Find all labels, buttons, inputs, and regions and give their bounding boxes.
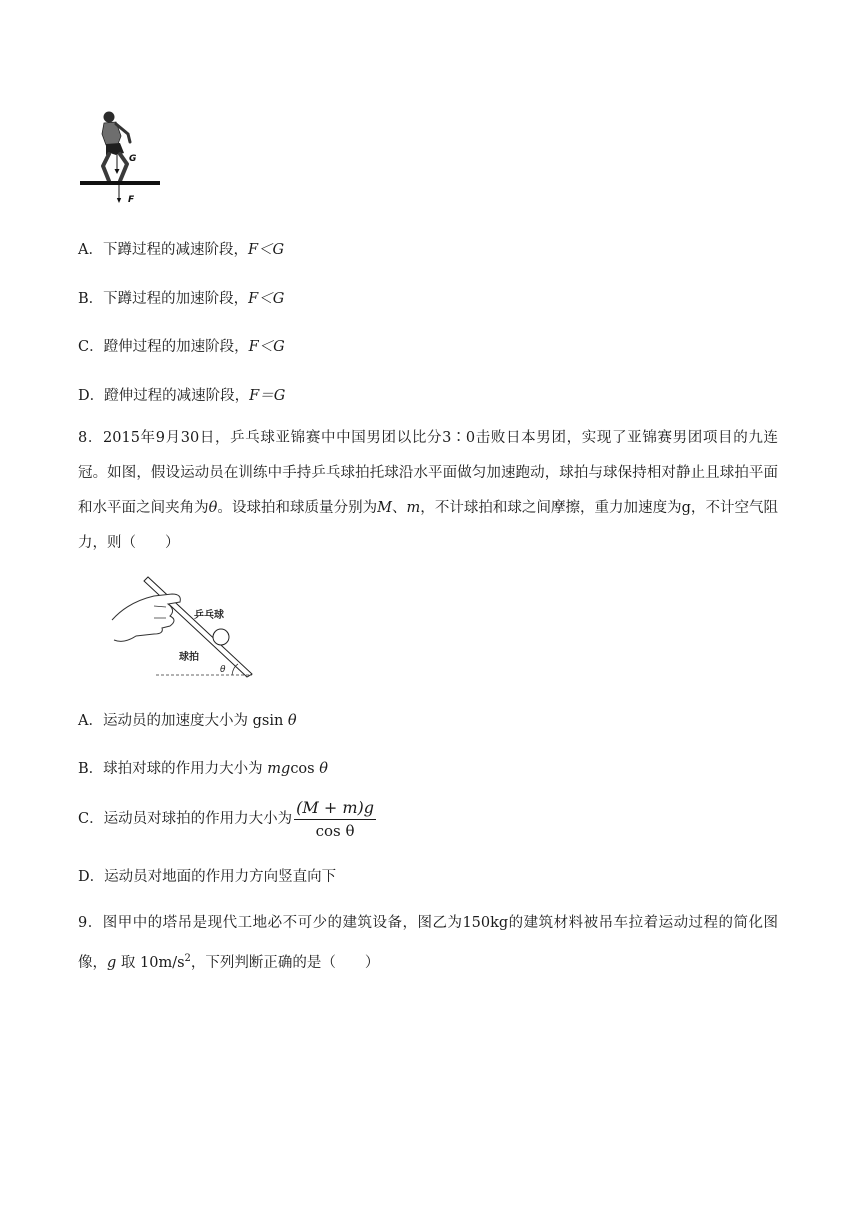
figure-athlete-force-plate — [76, 108, 166, 208]
label-theta: θ — [220, 665, 226, 675]
athlete-head — [104, 112, 115, 123]
label-g: G — [129, 154, 137, 164]
athlete-legs — [103, 154, 127, 181]
q8-option-d[interactable]: D．运动员对地面的作用力方向竖直向下 — [78, 869, 337, 885]
q7-option-a[interactable]: A．下蹲过程的减速阶段，F＜G — [78, 242, 285, 258]
label-racket: 球拍 — [179, 652, 199, 663]
q7-option-c[interactable]: C．蹬伸过程的加速阶段，F＜G — [78, 339, 285, 355]
q8-stem: 8．2015年9月30日，乒乓球亚锦赛中中国男团以比分3∶0击败日本男团，实现了亚锦赛男团项目的九连冠。如图，假设运动员在训练中手持乒乓球拍托球沿水平面做匀加速跑动，球拍与球保持相对静止且球拍平面和水平面之间夹角为θ。设球拍和球质量分别为M、m，不计球拍和球之间摩擦，重力加速度为g，不计空气阻力，则（ ） — [78, 430, 779, 551]
fraction: $\frac{(M + m)g}{\text{cos θ}}$ — [296, 798, 374, 840]
q9-stem: 9．图甲中的塔吊是现代工地必不可少的建筑设备，图乙为150kg的建筑材料被吊车拉着运动过程的简化图像，g 取 $10m/s^2$，下列判断正确的是（ ） — [78, 915, 778, 971]
ping-pong-ball — [213, 629, 229, 645]
force-plate — [80, 181, 160, 185]
label-f: F — [128, 195, 135, 205]
q7-option-d[interactable]: D．蹬伸过程的减速阶段，F＝G — [78, 388, 286, 404]
q8-option-a[interactable]: A．运动员的加速度大小为 gsin θ — [78, 713, 297, 729]
q7-option-b[interactable]: B．下蹲过程的加速阶段，F＜G — [78, 291, 285, 307]
hand — [112, 594, 180, 641]
q8-option-c[interactable]: C．运动员对球拍的作用力大小为 $\frac{(M + m)g}{\text{cos θ}}$ — [78, 798, 374, 840]
label-ball: 乒乓球 — [194, 610, 224, 621]
q8-option-b[interactable]: B．球拍对球的作用力大小为 mgcos θ — [78, 761, 328, 777]
figure-racket-ball — [106, 574, 256, 680]
